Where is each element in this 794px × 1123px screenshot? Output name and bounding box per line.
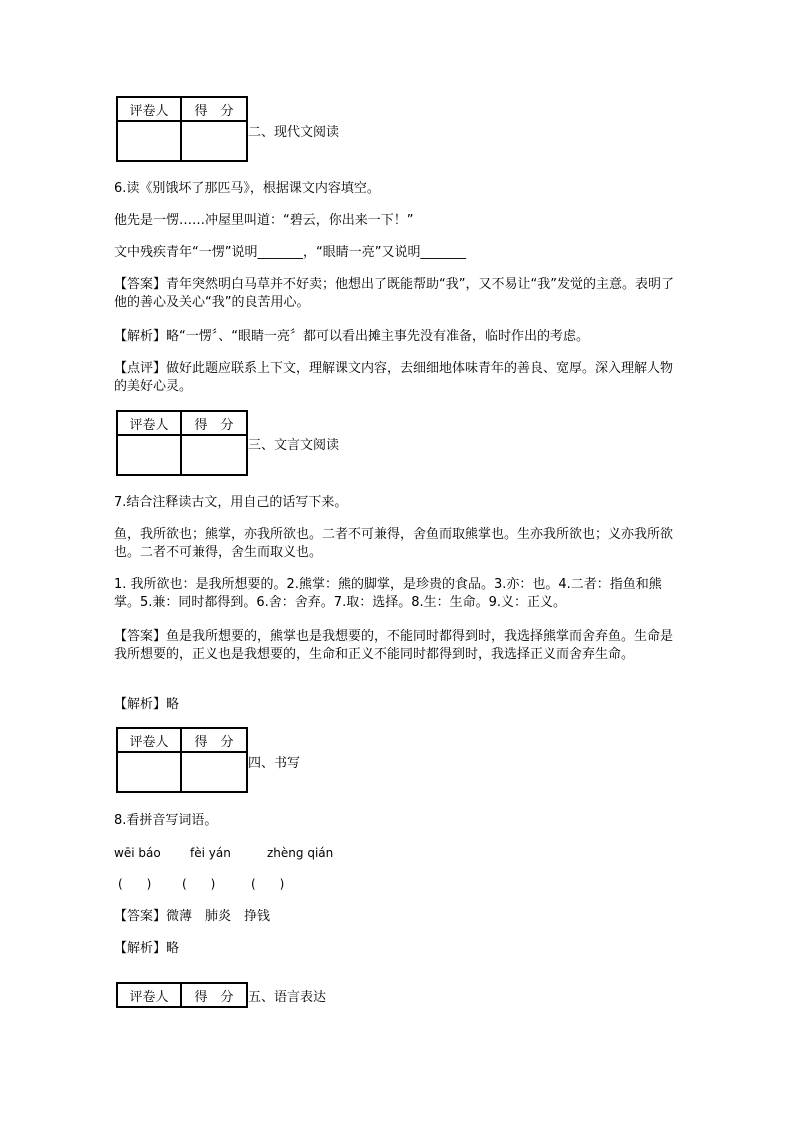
analysis-text: 略 [166, 697, 180, 712]
q7-text: 鱼，我所欲也；熊掌，亦我所欲也。二者不可兼得，舍鱼而取熊掌也。生亦我所欲也；义亦我所欲也。二者不可兼得，舍生而取义也。 [114, 527, 674, 560]
q8-analysis [114, 940, 682, 958]
score-cell[interactable] [181, 752, 247, 792]
q6-quote: 他先是一愣……冲屋里叫道：“碧云，你出来一下！” [114, 213, 414, 228]
answer-tag: 【答案】 [114, 909, 167, 924]
q8-question: 8.看拼音写词语。 [114, 813, 218, 828]
score-box [116, 727, 248, 793]
answer-bracket-1[interactable]: ( ) [118, 877, 152, 891]
analysis-tag: 【解析】 [114, 697, 167, 712]
reviewer-header: 评卷人 [117, 728, 181, 752]
score-cell[interactable] [181, 121, 247, 161]
answer-tag: 【答案】 [114, 629, 167, 644]
score-header: 得 分 [181, 728, 247, 752]
q6-analysis [114, 328, 682, 346]
reviewer-header: 评卷人 [117, 411, 181, 435]
reviewer-cell[interactable] [117, 752, 181, 792]
score-header: 得 分 [181, 983, 247, 1007]
q6-question: 6.读《别饿坏了那匹马》，根据课文内容填空。 [114, 181, 380, 196]
q7-notes: 1. 我所欲也：是我所想要的。2.熊掌：熊的脚掌，是珍贵的食品。3.亦：也。4.二者：指鱼和熊掌。5.兼：同时都得到。6.舍：舍弃。7.取：选择。8.生：生命。9.义：正义。 [114, 577, 662, 610]
section-title-2: 二、现代文阅读 [248, 125, 340, 140]
score-cell[interactable] [181, 435, 247, 475]
pinyin-3: zhèng qián [267, 846, 334, 860]
score-header: 得 分 [181, 97, 247, 121]
answer-bracket-3[interactable]: ( ) [251, 877, 285, 891]
section-title-4: 四、书写 [248, 756, 301, 771]
answer-text: 微薄 肺炎 挣钱 [166, 909, 271, 924]
score-box [116, 982, 248, 1008]
q7-question: 7.结合注释读古文，用自己的话写下来。 [114, 495, 348, 510]
answer-text: 鱼是我所想要的，熊掌也是我想要的，不能同时都得到时，我选择熊掌而舍弃鱼。生命是我所想要的，正义也是我想要的，生命和正义不能同时都得到时，我选择正义而舍弃生命。 [114, 629, 674, 662]
q6-comment [114, 360, 682, 396]
reviewer-cell[interactable] [117, 121, 181, 161]
answer-tag: 【答案】 [114, 277, 167, 292]
analysis-text: 略 [166, 941, 180, 956]
score-header: 得 分 [181, 411, 247, 435]
score-box [116, 96, 248, 162]
q6-answer [114, 276, 682, 312]
reviewer-header: 评卷人 [117, 983, 181, 1007]
q6-fill: 文中残疾青年“一愣”说明_______，“眼睛一亮”又说明_______ [114, 245, 466, 260]
q7-analysis [114, 696, 682, 714]
answer-bracket-2[interactable]: ( ) [182, 877, 216, 891]
comment-text: 做好此题应联系上下文，理解课文内容，去细细地体味青年的善良、宽厚。深入理解人物的美好心灵。 [114, 361, 674, 394]
reviewer-cell[interactable] [117, 435, 181, 475]
pinyin-1: wēi báo [114, 846, 161, 860]
analysis-tag: 【解析】 [114, 329, 167, 344]
section-title-3: 三、文言文阅读 [248, 438, 340, 453]
q8-answer [114, 908, 682, 926]
answer-text: 青年突然明白马草并不好卖；他想出了既能帮助“我”，又不易让“我”发觉的主意。表明了他的善心及关心“我”的良苦用心。 [114, 277, 674, 310]
comment-tag: 【点评】 [114, 361, 167, 376]
score-box [116, 410, 248, 476]
q7-answer [114, 628, 682, 664]
analysis-text: 略“一愣〞、“眼睛一亮〞都可以看出摊主事先没有准备，临时作出的考虑。 [166, 329, 589, 344]
section-title-5: 五、语言表达 [248, 990, 327, 1005]
reviewer-header: 评卷人 [117, 97, 181, 121]
pinyin-2: fèi yán [190, 846, 231, 860]
analysis-tag: 【解析】 [114, 941, 167, 956]
